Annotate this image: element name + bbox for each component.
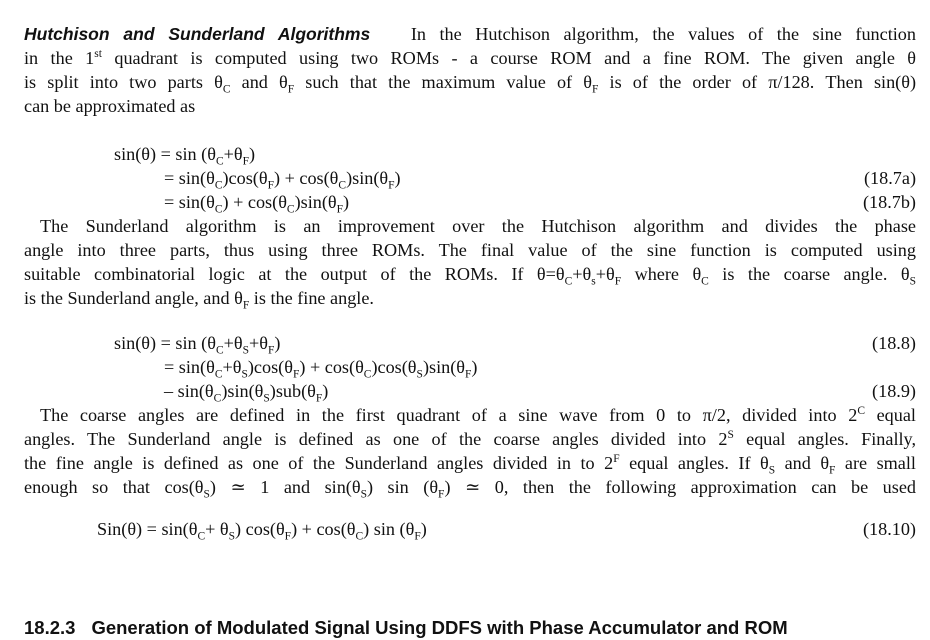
equation-number-18-7b: (18.7b) xyxy=(862,192,916,212)
equation-18-7b: = $\sin(\theta_C) + \cos(\theta_C)\sin(\theta_F)$ xyxy=(164,192,350,216)
paragraph-2-line-4: is the Sunderland angle, and $\theta_F$ is the fine angle. xyxy=(24,288,374,312)
equation-18-10: $Sin(\theta) = \sin(\theta_C+ \theta_S) \cos(\theta_F) + \cos(\theta_C)$ $\sin (\theta_F)$ xyxy=(97,519,427,543)
equation-number-18-9: (18.9) xyxy=(872,381,916,401)
section-number: 18.2.3 xyxy=(24,617,76,638)
paragraph-2-line-1: The Sunderland algorithm is an improvement over the Hutchison algorithm and divides the phase xyxy=(40,216,916,236)
paragraph-1-line-1 xyxy=(24,22,916,46)
paragraph-2-line-3: suitable combinatorial logic at the output of the ROMs. If $\theta=\theta_C+\theta_s+\theta_F$ where $\theta_C$ is the coarse angle. $\theta_S$ xyxy=(24,264,916,288)
equation-number-18-10: (18.10) xyxy=(862,519,916,539)
equation-18-9-line-1: = $\sin(\theta_C+\theta_S)\cos(\theta_F) + \cos(\theta_C)\cos(\theta_S)\sin(\theta_F)$ xyxy=(164,357,478,381)
paragraph-3-line-1: The coarse angles are defined in the first quadrant of a sine wave from 0 to π/2, divided into $2^C$ equal xyxy=(40,404,916,425)
section-title: Generation of Modulated Signal Using DDFS with Phase Accumulator and ROM xyxy=(91,617,788,638)
paragraph-3-line-3: the fine angle is defined as one of the Sunderland angles divided in to $2^F$ equal angles. If $\theta_S$ and $\theta_F$ are small xyxy=(24,452,916,477)
equation-number-18-7a: (18.7a) xyxy=(863,168,916,188)
paragraph-3-line-4: enough so that $\cos(\theta_S)$ ≃ 1 and $\sin(\theta_S)$ $\sin (\theta_F)$ ≃ 0, then the following approximation can be used xyxy=(24,477,916,501)
paragraph-1-line-3: is split into two parts $\theta_C$ and $\theta_F$ such that the maximum value of $\theta_F$ is of the order of π/128. Then sin(θ) xyxy=(24,72,916,96)
equation-number-18-8: (18.8) xyxy=(872,333,916,353)
paragraph-1-line-4: can be approximated as xyxy=(24,96,196,116)
paragraph-1-line-2: in the 1st quadrant is computed using two ROMs - a course ROM and a fine ROM. The given angle θ xyxy=(24,47,917,68)
paragraph-1-line-1-text: In the Hutchison algorithm, the values of the sine function xyxy=(410,24,916,44)
paragraph-heading: Hutchison and Sunderland Algorithms xyxy=(24,24,371,44)
paragraph-3-line-2: angles. The Sunderland angle is defined as one of the coarse angles divided into $2^S$ equal angles. Finally, xyxy=(24,428,917,449)
section-heading xyxy=(24,616,788,640)
equation-18-7-line-1: $\sin(\theta) = \sin (\theta_C+\theta_F)$ xyxy=(114,144,256,168)
paragraph-2-line-2: angle into three parts, thus using three ROMs. The final value of the sine function is computed using xyxy=(24,240,916,260)
equation-18-7a: = $\sin(\theta_C)\cos(\theta_F) + \cos(\theta_C)\sin(\theta_F)$ xyxy=(164,168,401,192)
equation-18-8: $\sin(\theta) = \sin (\theta_C+\theta_S+\theta_F)$ xyxy=(114,333,281,357)
equation-18-9-line-2: – $\sin(\theta_C)\sin(\theta_S)sub(\theta_F)$ xyxy=(164,381,329,405)
